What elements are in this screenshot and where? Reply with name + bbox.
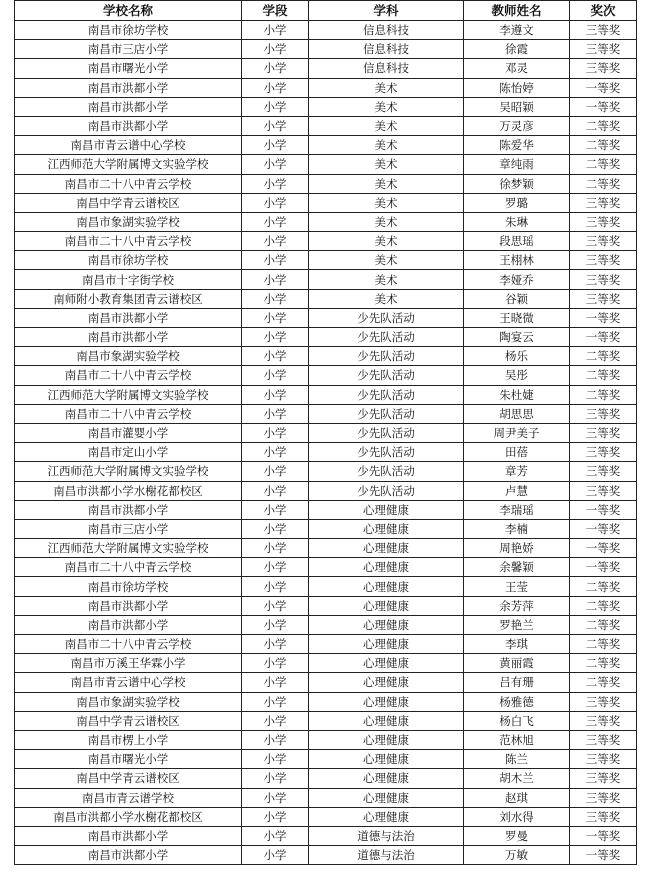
cell-school: 南昌市二十八中青云学校 bbox=[15, 174, 242, 193]
cell-school: 南昌市灌婴小学 bbox=[15, 423, 242, 442]
cell-stage: 小学 bbox=[242, 78, 309, 97]
table-row bbox=[15, 730, 637, 749]
cell-award: 三等奖 bbox=[570, 59, 637, 78]
cell-teacher: 万敏 bbox=[464, 846, 570, 865]
table-row bbox=[15, 328, 637, 347]
cell-school: 南昌市二十八中青云学校 bbox=[15, 366, 242, 385]
table-row bbox=[15, 193, 637, 212]
header-school: 学校名称 bbox=[15, 1, 242, 21]
cell-stage: 小学 bbox=[242, 423, 309, 442]
cell-stage: 小学 bbox=[242, 788, 309, 807]
cell-award: 三等奖 bbox=[570, 212, 637, 231]
cell-school: 南昌市二十八中青云学校 bbox=[15, 232, 242, 251]
cell-subject: 美术 bbox=[309, 97, 464, 116]
table-row bbox=[15, 462, 637, 481]
cell-subject: 信息科技 bbox=[309, 59, 464, 78]
cell-stage: 小学 bbox=[242, 826, 309, 845]
cell-school: 江西师范大学附属博文实验学校 bbox=[15, 385, 242, 404]
cell-stage: 小学 bbox=[242, 462, 309, 481]
cell-stage: 小学 bbox=[242, 40, 309, 59]
cell-subject: 心理健康 bbox=[309, 500, 464, 519]
cell-school: 南昌市曙光小学 bbox=[15, 59, 242, 78]
cell-teacher: 周尹美子 bbox=[464, 423, 570, 442]
cell-stage: 小学 bbox=[242, 59, 309, 78]
cell-subject: 心理健康 bbox=[309, 635, 464, 654]
cell-subject: 心理健康 bbox=[309, 730, 464, 749]
cell-stage: 小学 bbox=[242, 136, 309, 155]
table-row bbox=[15, 500, 637, 519]
table-row bbox=[15, 577, 637, 596]
cell-stage: 小学 bbox=[242, 21, 309, 40]
table-row bbox=[15, 289, 637, 308]
cell-teacher: 章芳 bbox=[464, 462, 570, 481]
cell-school: 南昌市洪都小学 bbox=[15, 500, 242, 519]
cell-award: 一等奖 bbox=[570, 308, 637, 327]
cell-stage: 小学 bbox=[242, 193, 309, 212]
table-row bbox=[15, 750, 637, 769]
cell-teacher: 吴昭颖 bbox=[464, 97, 570, 116]
table-row bbox=[15, 385, 637, 404]
cell-school: 南昌市青云谱中心学校 bbox=[15, 136, 242, 155]
cell-school: 南昌市三店小学 bbox=[15, 519, 242, 538]
cell-teacher: 范林旭 bbox=[464, 730, 570, 749]
cell-stage: 小学 bbox=[242, 347, 309, 366]
cell-stage: 小学 bbox=[242, 558, 309, 577]
cell-stage: 小学 bbox=[242, 750, 309, 769]
table-row bbox=[15, 174, 637, 193]
cell-school: 南昌市三店小学 bbox=[15, 40, 242, 59]
cell-subject: 信息科技 bbox=[309, 21, 464, 40]
table-row bbox=[15, 807, 637, 826]
cell-school: 南昌市洪都小学 bbox=[15, 116, 242, 135]
cell-teacher: 徐霞 bbox=[464, 40, 570, 59]
cell-stage: 小学 bbox=[242, 711, 309, 730]
cell-teacher: 余芳萍 bbox=[464, 596, 570, 615]
cell-subject: 道德与法治 bbox=[309, 846, 464, 865]
awards-table bbox=[14, 0, 637, 865]
cell-teacher: 杨雅德 bbox=[464, 692, 570, 711]
table-row bbox=[15, 21, 637, 40]
cell-stage: 小学 bbox=[242, 232, 309, 251]
cell-stage: 小学 bbox=[242, 635, 309, 654]
cell-stage: 小学 bbox=[242, 97, 309, 116]
table-row bbox=[15, 481, 637, 500]
table-row bbox=[15, 615, 637, 634]
cell-stage: 小学 bbox=[242, 846, 309, 865]
cell-school: 南昌市象湖实验学校 bbox=[15, 212, 242, 231]
cell-subject: 美术 bbox=[309, 212, 464, 231]
cell-subject: 心理健康 bbox=[309, 558, 464, 577]
cell-teacher: 余馨颖 bbox=[464, 558, 570, 577]
cell-school: 南昌市洪都小学 bbox=[15, 826, 242, 845]
cell-subject: 美术 bbox=[309, 251, 464, 270]
cell-stage: 小学 bbox=[242, 481, 309, 500]
cell-stage: 小学 bbox=[242, 769, 309, 788]
cell-school: 南昌市徐坊学校 bbox=[15, 21, 242, 40]
cell-subject: 信息科技 bbox=[309, 40, 464, 59]
cell-subject: 心理健康 bbox=[309, 615, 464, 634]
cell-teacher: 王莹 bbox=[464, 577, 570, 596]
cell-subject: 心理健康 bbox=[309, 711, 464, 730]
table-row bbox=[15, 596, 637, 615]
table-header-row bbox=[15, 1, 637, 21]
cell-award: 二等奖 bbox=[570, 635, 637, 654]
table-row bbox=[15, 635, 637, 654]
cell-subject: 美术 bbox=[309, 174, 464, 193]
cell-subject: 心理健康 bbox=[309, 577, 464, 596]
cell-subject: 心理健康 bbox=[309, 788, 464, 807]
table-row bbox=[15, 366, 637, 385]
cell-award: 二等奖 bbox=[570, 155, 637, 174]
table-row bbox=[15, 404, 637, 423]
cell-school: 南昌中学青云谱校区 bbox=[15, 193, 242, 212]
cell-stage: 小学 bbox=[242, 577, 309, 596]
cell-school: 南昌市定山小学 bbox=[15, 443, 242, 462]
cell-stage: 小学 bbox=[242, 212, 309, 231]
table-row bbox=[15, 40, 637, 59]
cell-award: 三等奖 bbox=[570, 270, 637, 289]
cell-award: 三等奖 bbox=[570, 193, 637, 212]
cell-teacher: 黄丽霞 bbox=[464, 654, 570, 673]
cell-teacher: 周艳娇 bbox=[464, 539, 570, 558]
cell-stage: 小学 bbox=[242, 730, 309, 749]
cell-subject: 心理健康 bbox=[309, 769, 464, 788]
cell-school: 南昌市象湖实验学校 bbox=[15, 692, 242, 711]
cell-stage: 小学 bbox=[242, 596, 309, 615]
cell-school: 南昌市洪都小学 bbox=[15, 846, 242, 865]
cell-teacher: 杨白飞 bbox=[464, 711, 570, 730]
cell-award: 二等奖 bbox=[570, 673, 637, 692]
cell-school: 江西师范大学附属博文实验学校 bbox=[15, 155, 242, 174]
cell-teacher: 朱琳 bbox=[464, 212, 570, 231]
cell-teacher: 胡木兰 bbox=[464, 769, 570, 788]
cell-award: 二等奖 bbox=[570, 116, 637, 135]
cell-teacher: 陈爱华 bbox=[464, 136, 570, 155]
cell-teacher: 王栩林 bbox=[464, 251, 570, 270]
cell-award: 三等奖 bbox=[570, 807, 637, 826]
cell-stage: 小学 bbox=[242, 615, 309, 634]
cell-subject: 心理健康 bbox=[309, 539, 464, 558]
cell-school: 江西师范大学附属博文实验学校 bbox=[15, 539, 242, 558]
cell-subject: 心理健康 bbox=[309, 692, 464, 711]
cell-subject: 少先队活动 bbox=[309, 328, 464, 347]
cell-school: 南昌市万溪王华霖小学 bbox=[15, 654, 242, 673]
cell-award: 一等奖 bbox=[570, 97, 637, 116]
cell-award: 三等奖 bbox=[570, 481, 637, 500]
table-row bbox=[15, 232, 637, 251]
cell-school: 南昌市洪都小学水榭花都校区 bbox=[15, 807, 242, 826]
cell-stage: 小学 bbox=[242, 251, 309, 270]
cell-teacher: 李楠 bbox=[464, 519, 570, 538]
cell-teacher: 吕有珊 bbox=[464, 673, 570, 692]
cell-school: 南师附小教育集团青云谱校区 bbox=[15, 289, 242, 308]
cell-stage: 小学 bbox=[242, 155, 309, 174]
cell-stage: 小学 bbox=[242, 500, 309, 519]
table-row bbox=[15, 212, 637, 231]
table-row bbox=[15, 97, 637, 116]
cell-subject: 道德与法治 bbox=[309, 826, 464, 845]
cell-stage: 小学 bbox=[242, 385, 309, 404]
cell-award: 三等奖 bbox=[570, 423, 637, 442]
cell-school: 南昌市二十八中青云学校 bbox=[15, 635, 242, 654]
cell-stage: 小学 bbox=[242, 443, 309, 462]
cell-subject: 美术 bbox=[309, 193, 464, 212]
cell-teacher: 李瑞瑶 bbox=[464, 500, 570, 519]
cell-teacher: 王晓微 bbox=[464, 308, 570, 327]
cell-teacher: 段思瑶 bbox=[464, 232, 570, 251]
cell-subject: 美术 bbox=[309, 289, 464, 308]
cell-school: 南昌市洪都小学 bbox=[15, 78, 242, 97]
cell-school: 南昌市洪都小学 bbox=[15, 596, 242, 615]
cell-school: 南昌市洪都小学 bbox=[15, 615, 242, 634]
cell-award: 二等奖 bbox=[570, 347, 637, 366]
cell-subject: 心理健康 bbox=[309, 596, 464, 615]
cell-school: 南昌市象湖实验学校 bbox=[15, 347, 242, 366]
table-row bbox=[15, 347, 637, 366]
cell-award: 二等奖 bbox=[570, 366, 637, 385]
cell-school: 南昌市二十八中青云学校 bbox=[15, 404, 242, 423]
cell-school: 南昌市曙光小学 bbox=[15, 750, 242, 769]
cell-school: 南昌市洪都小学 bbox=[15, 97, 242, 116]
cell-teacher: 章纯雨 bbox=[464, 155, 570, 174]
cell-award: 三等奖 bbox=[570, 251, 637, 270]
table-row bbox=[15, 826, 637, 845]
table-row bbox=[15, 270, 637, 289]
cell-stage: 小学 bbox=[242, 270, 309, 289]
cell-subject: 心理健康 bbox=[309, 750, 464, 769]
table-row bbox=[15, 673, 637, 692]
table-row bbox=[15, 692, 637, 711]
cell-teacher: 罗璐 bbox=[464, 193, 570, 212]
cell-school: 南昌市二十八中青云学校 bbox=[15, 558, 242, 577]
cell-teacher: 陈怡婷 bbox=[464, 78, 570, 97]
cell-award: 三等奖 bbox=[570, 769, 637, 788]
cell-award: 二等奖 bbox=[570, 596, 637, 615]
cell-teacher: 朱杜婕 bbox=[464, 385, 570, 404]
table-row bbox=[15, 423, 637, 442]
table-row bbox=[15, 711, 637, 730]
cell-subject: 心理健康 bbox=[309, 654, 464, 673]
cell-award: 一等奖 bbox=[570, 846, 637, 865]
cell-school: 南昌中学青云谱校区 bbox=[15, 769, 242, 788]
cell-stage: 小学 bbox=[242, 308, 309, 327]
cell-stage: 小学 bbox=[242, 289, 309, 308]
table-row bbox=[15, 78, 637, 97]
cell-teacher: 卢慧 bbox=[464, 481, 570, 500]
header-award: 奖次 bbox=[570, 1, 637, 21]
cell-teacher: 邓灵 bbox=[464, 59, 570, 78]
cell-teacher: 刘水得 bbox=[464, 807, 570, 826]
cell-subject: 少先队活动 bbox=[309, 443, 464, 462]
cell-subject: 少先队活动 bbox=[309, 366, 464, 385]
cell-award: 三等奖 bbox=[570, 462, 637, 481]
cell-award: 二等奖 bbox=[570, 174, 637, 193]
cell-teacher: 吴彤 bbox=[464, 366, 570, 385]
cell-teacher: 陶宴云 bbox=[464, 328, 570, 347]
cell-award: 三等奖 bbox=[570, 40, 637, 59]
cell-subject: 美术 bbox=[309, 270, 464, 289]
cell-award: 三等奖 bbox=[570, 750, 637, 769]
cell-stage: 小学 bbox=[242, 116, 309, 135]
cell-stage: 小学 bbox=[242, 328, 309, 347]
cell-subject: 少先队活动 bbox=[309, 308, 464, 327]
cell-subject: 美术 bbox=[309, 232, 464, 251]
cell-subject: 少先队活动 bbox=[309, 462, 464, 481]
cell-school: 南昌中学青云谱校区 bbox=[15, 711, 242, 730]
cell-award: 三等奖 bbox=[570, 692, 637, 711]
table-row bbox=[15, 59, 637, 78]
cell-school: 南昌市十字街学校 bbox=[15, 270, 242, 289]
cell-award: 一等奖 bbox=[570, 826, 637, 845]
cell-award: 二等奖 bbox=[570, 615, 637, 634]
cell-teacher: 杨乐 bbox=[464, 347, 570, 366]
cell-award: 一等奖 bbox=[570, 558, 637, 577]
cell-award: 二等奖 bbox=[570, 136, 637, 155]
cell-award: 三等奖 bbox=[570, 788, 637, 807]
cell-award: 三等奖 bbox=[570, 711, 637, 730]
table-row bbox=[15, 788, 637, 807]
table-body bbox=[15, 21, 637, 865]
cell-award: 一等奖 bbox=[570, 328, 637, 347]
table-row bbox=[15, 769, 637, 788]
cell-school: 南昌市青云谱中心学校 bbox=[15, 673, 242, 692]
cell-school: 南昌市楞上小学 bbox=[15, 730, 242, 749]
cell-school: 南昌市洪都小学 bbox=[15, 308, 242, 327]
cell-stage: 小学 bbox=[242, 673, 309, 692]
cell-subject: 少先队活动 bbox=[309, 423, 464, 442]
cell-stage: 小学 bbox=[242, 539, 309, 558]
cell-subject: 少先队活动 bbox=[309, 347, 464, 366]
table-row bbox=[15, 846, 637, 865]
cell-teacher: 李娅乔 bbox=[464, 270, 570, 289]
cell-award: 三等奖 bbox=[570, 730, 637, 749]
cell-teacher: 徐梦颖 bbox=[464, 174, 570, 193]
cell-school: 南昌市洪都小学 bbox=[15, 328, 242, 347]
cell-school: 南昌市青云谱学校 bbox=[15, 788, 242, 807]
cell-subject: 美术 bbox=[309, 78, 464, 97]
cell-school: 南昌市徐坊学校 bbox=[15, 251, 242, 270]
cell-subject: 心理健康 bbox=[309, 519, 464, 538]
cell-school: 江西师范大学附属博文实验学校 bbox=[15, 462, 242, 481]
cell-teacher: 李琪 bbox=[464, 635, 570, 654]
cell-teacher: 李遵文 bbox=[464, 21, 570, 40]
table-row bbox=[15, 116, 637, 135]
cell-award: 三等奖 bbox=[570, 232, 637, 251]
cell-teacher: 赵琪 bbox=[464, 788, 570, 807]
header-teacher: 教师姓名 bbox=[464, 1, 570, 21]
cell-teacher: 谷颖 bbox=[464, 289, 570, 308]
cell-school: 南昌市洪都小学水榭花都校区 bbox=[15, 481, 242, 500]
cell-teacher: 罗曼 bbox=[464, 826, 570, 845]
header-subject: 学科 bbox=[309, 1, 464, 21]
cell-stage: 小学 bbox=[242, 692, 309, 711]
table-row bbox=[15, 654, 637, 673]
cell-stage: 小学 bbox=[242, 366, 309, 385]
cell-subject: 少先队活动 bbox=[309, 481, 464, 500]
cell-stage: 小学 bbox=[242, 519, 309, 538]
cell-teacher: 万灵彦 bbox=[464, 116, 570, 135]
header-stage: 学段 bbox=[242, 1, 309, 21]
cell-award: 三等奖 bbox=[570, 443, 637, 462]
table-row bbox=[15, 519, 637, 538]
cell-stage: 小学 bbox=[242, 654, 309, 673]
cell-stage: 小学 bbox=[242, 404, 309, 423]
cell-award: 一等奖 bbox=[570, 78, 637, 97]
cell-award: 三等奖 bbox=[570, 21, 637, 40]
cell-award: 一等奖 bbox=[570, 539, 637, 558]
cell-subject: 美术 bbox=[309, 155, 464, 174]
cell-teacher: 罗艳兰 bbox=[464, 615, 570, 634]
cell-award: 三等奖 bbox=[570, 289, 637, 308]
table-row bbox=[15, 539, 637, 558]
cell-award: 二等奖 bbox=[570, 577, 637, 596]
cell-award: 三等奖 bbox=[570, 404, 637, 423]
table-row bbox=[15, 155, 637, 174]
cell-subject: 少先队活动 bbox=[309, 404, 464, 423]
cell-subject: 心理健康 bbox=[309, 807, 464, 826]
cell-award: 一等奖 bbox=[570, 519, 637, 538]
cell-teacher: 田蓓 bbox=[464, 443, 570, 462]
table-row bbox=[15, 443, 637, 462]
cell-stage: 小学 bbox=[242, 807, 309, 826]
cell-subject: 少先队活动 bbox=[309, 385, 464, 404]
cell-award: 一等奖 bbox=[570, 500, 637, 519]
table-row bbox=[15, 136, 637, 155]
cell-subject: 心理健康 bbox=[309, 673, 464, 692]
cell-teacher: 胡思思 bbox=[464, 404, 570, 423]
cell-award: 二等奖 bbox=[570, 385, 637, 404]
cell-subject: 美术 bbox=[309, 116, 464, 135]
table-row bbox=[15, 308, 637, 327]
cell-teacher: 陈兰 bbox=[464, 750, 570, 769]
cell-stage: 小学 bbox=[242, 174, 309, 193]
cell-subject: 美术 bbox=[309, 136, 464, 155]
cell-award: 二等奖 bbox=[570, 654, 637, 673]
table-row bbox=[15, 558, 637, 577]
table-row bbox=[15, 251, 637, 270]
cell-school: 南昌市徐坊学校 bbox=[15, 577, 242, 596]
